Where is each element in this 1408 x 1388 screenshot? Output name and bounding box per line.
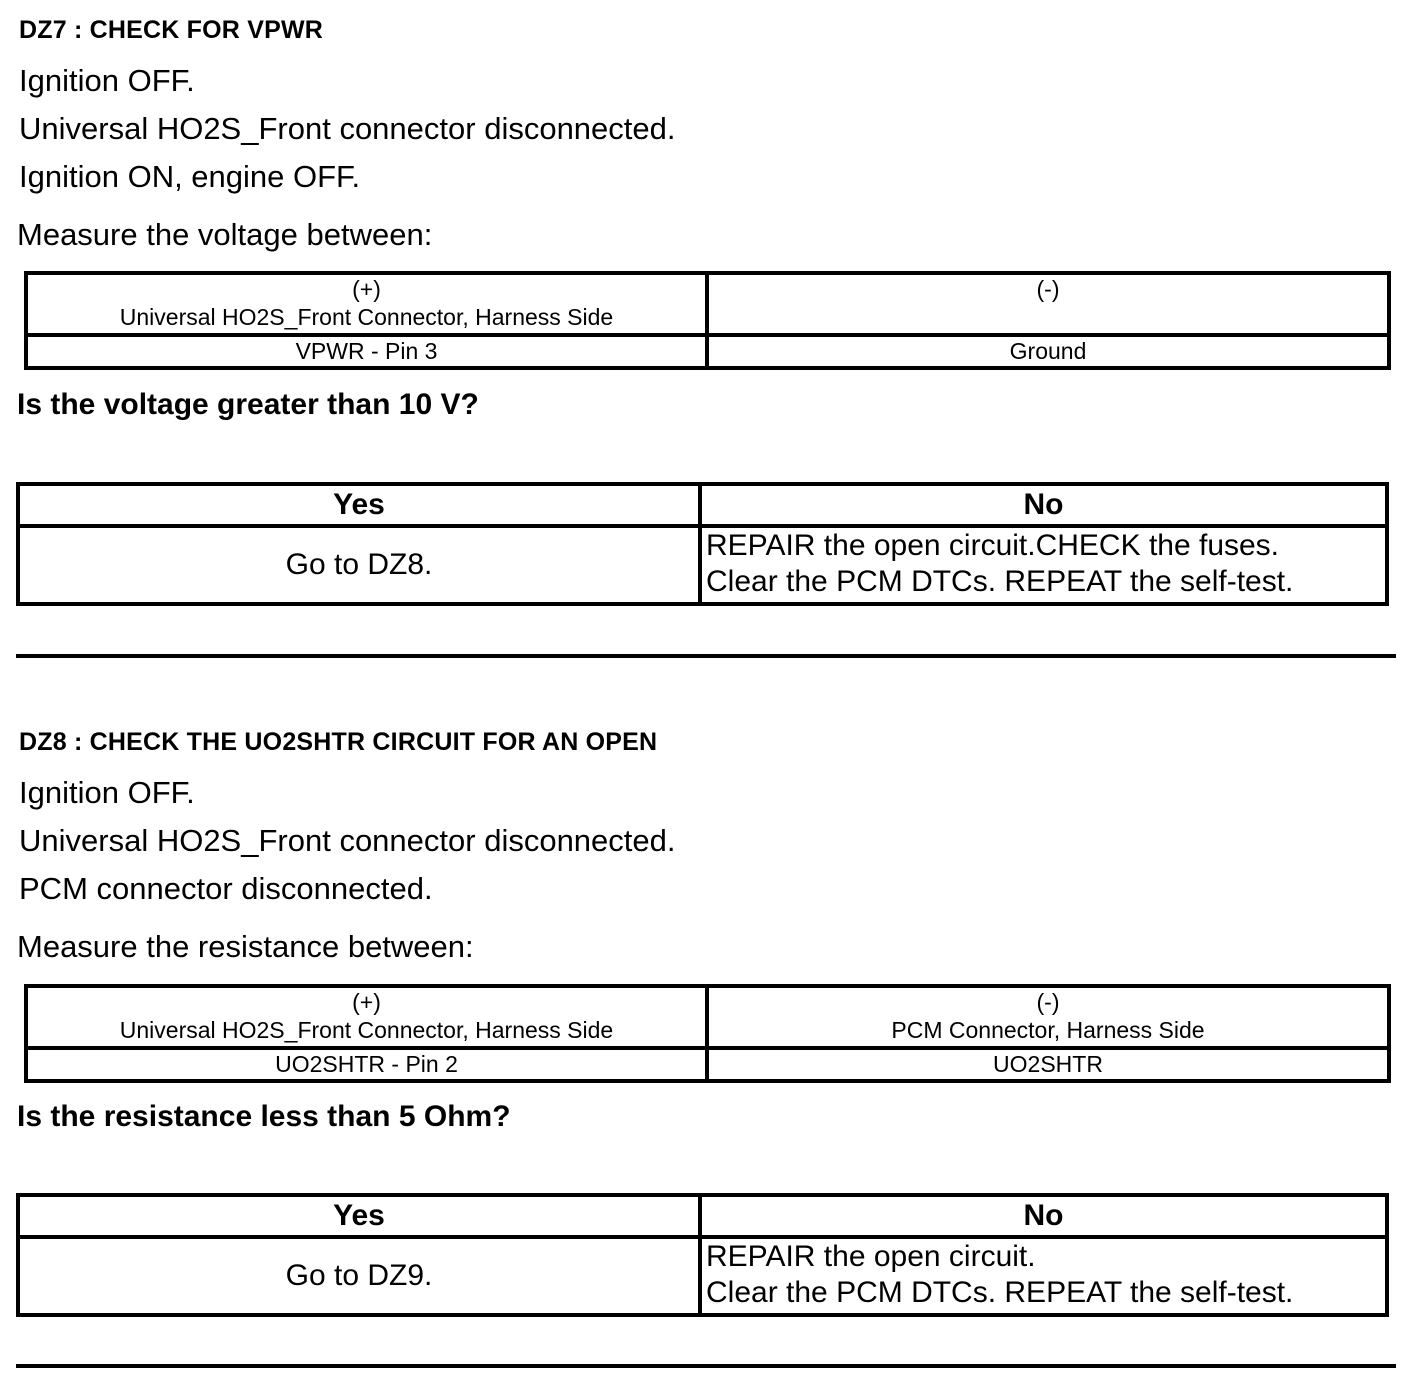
minus-pin-value: UO2SHTR [707,1048,1389,1081]
condition-line: Ignition OFF. [19,775,195,810]
no-header: No [700,1195,1387,1237]
condition-line: Universal HO2S_Front connector disconnected. [19,111,676,146]
measure-label: Measure the voltage between: [17,217,433,252]
minus-symbol: (-) [1036,276,1060,302]
step-title: DZ7 : CHECK FOR VPWR [19,16,323,44]
measure-label: Measure the resistance between: [17,929,474,964]
plus-column-header [26,986,707,1048]
minus-connector-label: PCM Connector, Harness Side [891,1017,1205,1043]
plus-symbol: (+) [352,276,381,302]
condition-line: PCM connector disconnected. [19,871,433,906]
condition-line: Universal HO2S_Front connector disconnected. [19,823,676,858]
yes-header: Yes [18,484,700,526]
minus-column-header [707,986,1389,1048]
no-action-line: REPAIR the open circuit. [706,1240,1036,1273]
plus-pin-value: VPWR - Pin 3 [26,335,707,368]
no-action [700,526,1387,604]
measurement-table [24,271,1391,370]
no-action [700,1237,1387,1315]
result-table [16,482,1389,606]
section-divider [16,1364,1396,1368]
plus-pin-value: UO2SHTR - Pin 2 [26,1048,707,1081]
section-divider [16,654,1396,658]
yes-action: Go to DZ8. [18,526,700,604]
plus-connector-label: Universal HO2S_Front Connector, Harness Side [119,304,614,330]
yes-action: Go to DZ9. [18,1237,700,1315]
minus-pin-value: Ground [707,335,1389,368]
no-action-line: REPAIR the open circuit.CHECK the fuses. [706,529,1280,562]
no-header: No [700,484,1387,526]
condition-line: Ignition OFF. [19,63,195,98]
no-action-line: Clear the PCM DTCs. REPEAT the self-test. [706,565,1294,598]
plus-column-header [26,273,707,335]
minus-symbol: (-) [1036,989,1060,1015]
plus-connector-label: Universal HO2S_Front Connector, Harness Side [119,1017,614,1043]
measurement-table [24,984,1391,1083]
step-question: Is the voltage greater than 10 V? [17,388,479,421]
condition-line: Ignition ON, engine OFF. [19,159,361,194]
step-question: Is the resistance less than 5 Ohm? [17,1100,511,1133]
yes-header: Yes [18,1195,700,1237]
plus-symbol: (+) [352,989,381,1015]
result-table [16,1193,1389,1317]
step-title: DZ8 : CHECK THE UO2SHTR CIRCUIT FOR AN OPEN [19,728,658,756]
minus-column-header [707,273,1389,335]
no-action-line: Clear the PCM DTCs. REPEAT the self-test. [706,1276,1294,1309]
